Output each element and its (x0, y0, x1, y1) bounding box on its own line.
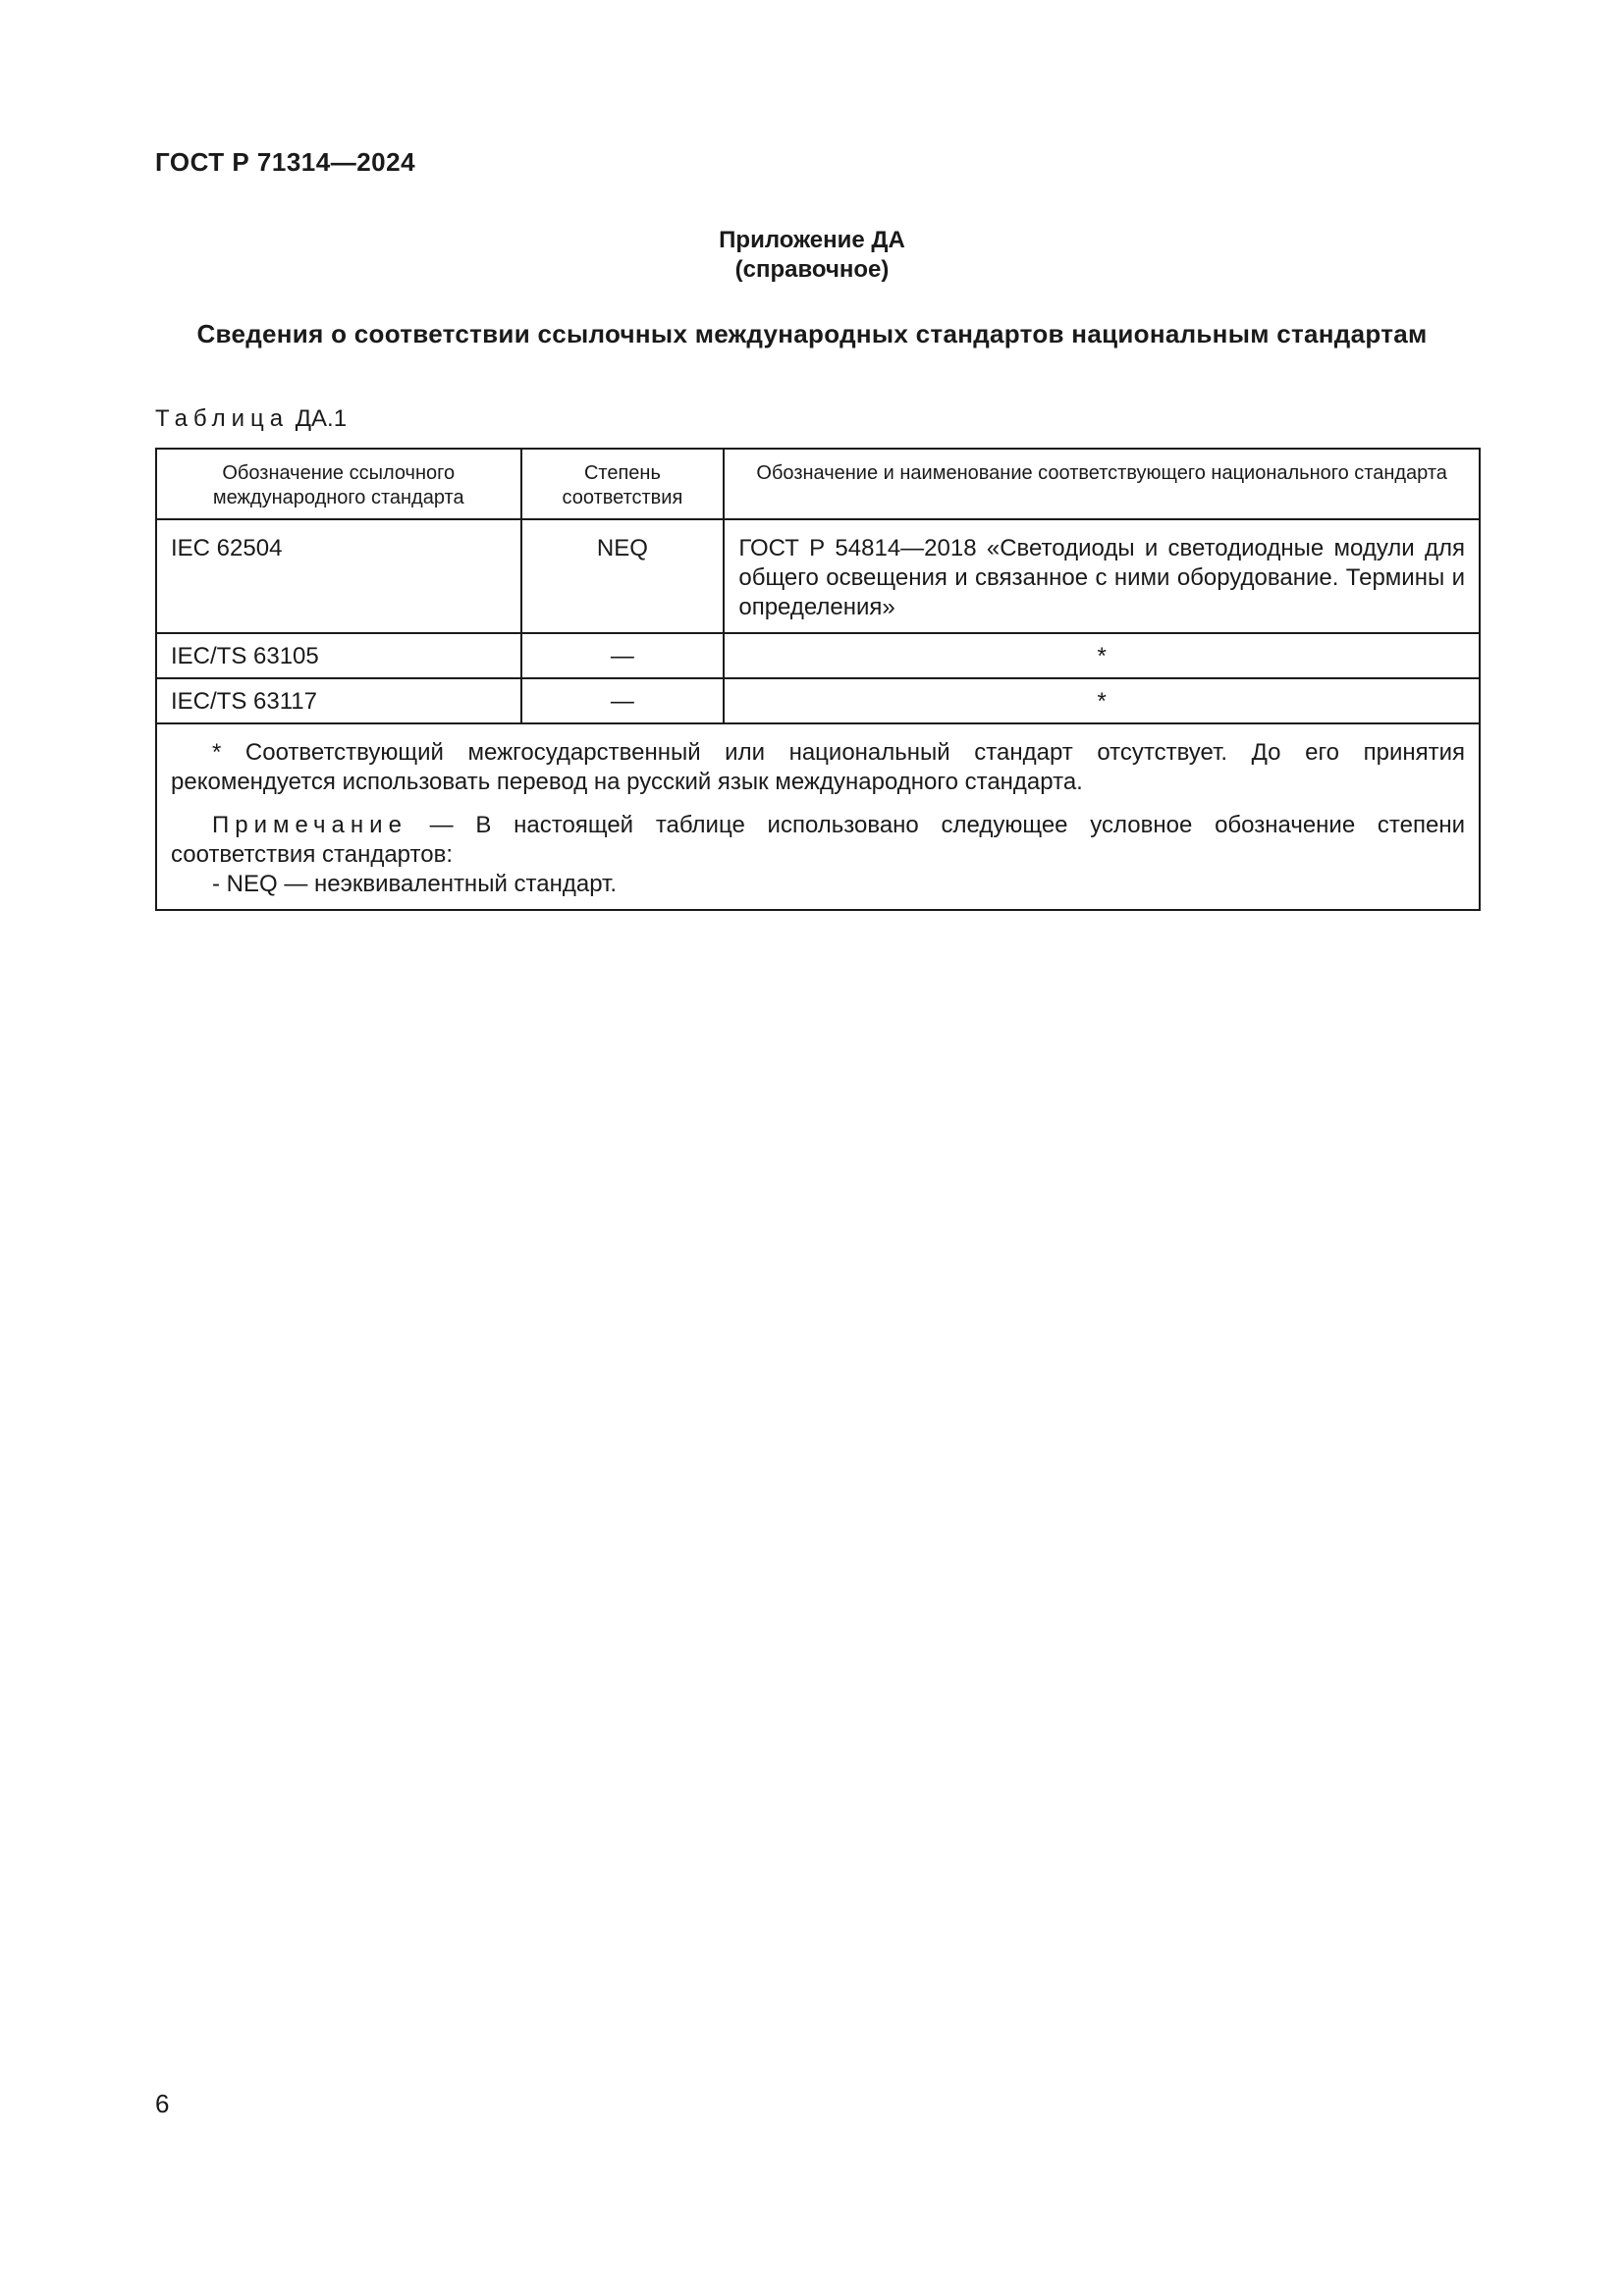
table-row (156, 633, 1480, 678)
table-caption-number: ДА.1 (295, 405, 348, 432)
table-row (156, 519, 1480, 633)
table-caption (155, 405, 347, 433)
table-footer-row (156, 723, 1480, 910)
note-label: Примечание (212, 812, 407, 838)
cell-ref: IEC 62504 (156, 519, 521, 633)
table-caption-prefix: Таблица (155, 405, 290, 432)
annex-title: Приложение ДА (719, 227, 905, 253)
note-text: — В настоящей таблице использовано следующее условное обозначение степени соответствия стандартов: (171, 812, 1465, 868)
note-item: - NEQ — неэквивалентный стандарт. (212, 871, 618, 897)
correspondence-table (155, 448, 1481, 911)
cell-national: ГОСТ Р 54814—2018 «Светодиоды и светодиодные модули для общего освещения и связанное с ними оборудование. Термины и определения» (724, 519, 1480, 633)
cell-national: * (724, 678, 1480, 723)
document-code: ГОСТ Р 71314—2024 (155, 147, 416, 177)
table-footer (156, 723, 1480, 910)
table-note (171, 811, 1465, 870)
cell-degree: — (521, 678, 725, 723)
cell-degree: — (521, 633, 725, 678)
cell-ref: IEC/TS 63105 (156, 633, 521, 678)
header-ref-standard: Обозначение ссылочного международного стандарта (156, 449, 521, 519)
annex-heading: Сведения о соответствии ссылочных международных стандартов национальным стандартам (196, 319, 1428, 348)
header-degree: Степень соответствия (521, 449, 725, 519)
annex-header (0, 226, 1624, 285)
page-number: 6 (155, 2089, 170, 2118)
footnote: * Соответствующий межгосударственный или национальный стандарт отсутствует. До его принятия рекомендуется использовать перевод на русский язык международного стандарта. (171, 739, 1465, 795)
table-row (156, 678, 1480, 723)
table-header-row (156, 449, 1480, 519)
cell-ref: IEC/TS 63117 (156, 678, 521, 723)
annex-status: (справочное) (734, 256, 890, 283)
header-national-standard: Обозначение и наименование соответствующего национального стандарта (724, 449, 1480, 519)
cell-degree: NEQ (521, 519, 725, 633)
cell-national: * (724, 633, 1480, 678)
